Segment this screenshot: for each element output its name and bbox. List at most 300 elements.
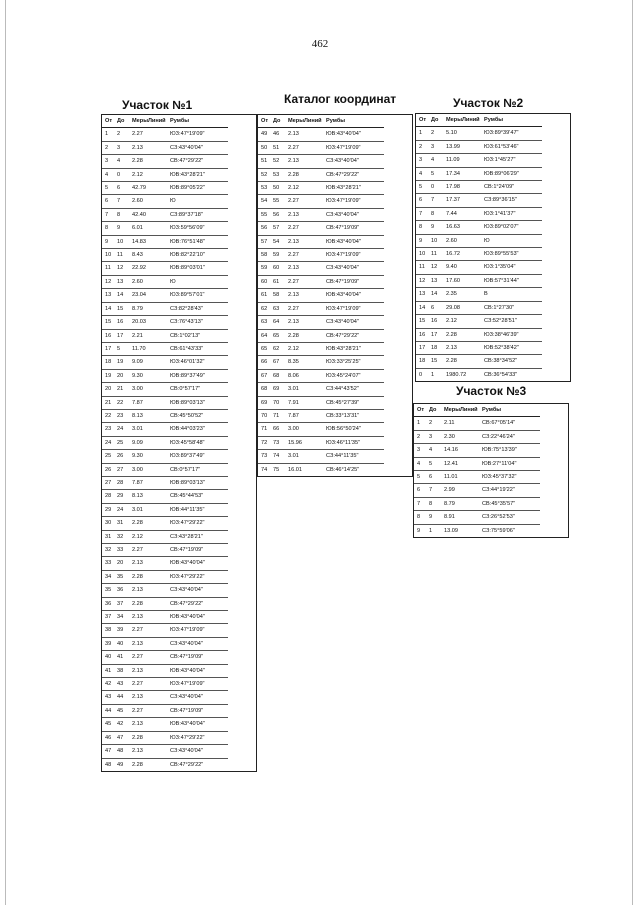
cell-length: 2.60 (446, 234, 484, 247)
plot1-table (102, 115, 228, 771)
cell-length: 3.00 (288, 423, 326, 436)
cell-to: 11 (431, 248, 446, 261)
cell-length: 2.28 (288, 168, 326, 181)
cell-length: 9.09 (132, 356, 170, 369)
table-row (258, 342, 384, 355)
table-row (102, 503, 228, 516)
cell-length: 3.00 (132, 463, 170, 476)
cell-from: 6 (416, 194, 431, 207)
cell-to: 23 (117, 409, 132, 422)
cell-to: 62 (273, 342, 288, 355)
cell-from: 27 (102, 476, 117, 489)
table-row (258, 463, 384, 476)
cell-to: 9 (431, 221, 446, 234)
table-row (102, 570, 228, 583)
cell-length: 8.43 (132, 249, 170, 262)
cell-length: 2.13 (288, 155, 326, 168)
cell-bearing: ЮЗ:89°37'49" (170, 450, 228, 463)
table-row (102, 356, 228, 369)
cell-to: 58 (273, 289, 288, 302)
cell-to: 48 (117, 745, 132, 758)
table-row (416, 234, 542, 247)
cell-bearing: Ю (170, 275, 228, 288)
plot1-continuation-block (257, 114, 413, 477)
cell-bearing: СВ:47°29'22" (170, 761, 204, 768)
cell-bearing: СВ:38°34'52" (484, 355, 542, 368)
cell-from: 14 (416, 301, 431, 314)
cell-to: 7 (117, 195, 132, 208)
cell-bearing: СЗ:76°43'13" (170, 316, 228, 329)
cell-length: 2.13 (288, 316, 326, 329)
table-row (102, 463, 228, 476)
table-row (416, 328, 542, 341)
cell-length: 2.21 (132, 329, 170, 342)
cell-bearing: ЮВ:27°11'04" (482, 457, 540, 470)
cell-to: 1 (431, 371, 435, 378)
cell-bearing: ЮВ:43°40'04" (170, 718, 228, 731)
cell-length: 2.28 (132, 761, 143, 768)
table-row (102, 409, 228, 422)
table-row (102, 436, 228, 449)
table-row (102, 758, 228, 771)
cell-bearing: СЗ:43°28'21" (170, 530, 228, 543)
cell-from: 54 (258, 195, 273, 208)
table-row (102, 490, 228, 503)
cell-from: 57 (258, 235, 273, 248)
plot2-table (416, 114, 542, 381)
cell-from: 9 (416, 234, 431, 247)
cell-to: 2 (431, 127, 446, 140)
cell-to: 7 (429, 484, 444, 497)
cell-from: 65 (258, 342, 273, 355)
cell-length: 16.63 (446, 221, 484, 234)
cell-bearing: ЮВ:43°28'21" (326, 342, 384, 355)
cell-from: 9 (417, 527, 421, 534)
cell-bearing: СВ:67°05'14" (482, 417, 540, 430)
cell-to: 59 (273, 249, 288, 262)
table-row (102, 396, 228, 409)
cell-to: 52 (273, 155, 288, 168)
cell-to: 0 (431, 181, 446, 194)
table-header-row (416, 114, 542, 127)
cell-length: 7.44 (446, 207, 484, 220)
cell-length: 2.27 (288, 222, 326, 235)
table-row (102, 624, 228, 637)
cell-bearing: ЮЗ:46°11'35" (326, 436, 384, 449)
cell-length: 15.96 (288, 436, 326, 449)
table-row (414, 497, 540, 510)
table-row (258, 329, 384, 342)
table-row (102, 141, 228, 154)
cell-to: 66 (273, 423, 288, 436)
plot1-table-head (102, 115, 228, 128)
column-header-from: От (102, 115, 117, 128)
table-row (258, 450, 384, 463)
cell-bearing: ЮЗ:89°39'47" (484, 127, 542, 140)
cell-from: 12 (416, 274, 431, 287)
table-header-row (414, 404, 540, 417)
table-row (258, 423, 384, 436)
cell-length: 2.12 (288, 342, 326, 355)
cell-from: 16 (416, 328, 431, 341)
cell-bearing: ЮВ:52°38'42" (484, 341, 542, 354)
table-row (102, 517, 228, 530)
cell-bearing: СЗ:43°40'04" (170, 691, 228, 704)
table-row (258, 128, 384, 141)
cell-bearing: СВ:45°35'57" (482, 497, 540, 510)
cell-bearing: ЮЗ:46°01'32" (170, 356, 228, 369)
cell-from: 70 (258, 409, 273, 422)
cell-to: 20 (117, 369, 132, 382)
plot1-table-body (102, 128, 228, 771)
cell-bearing: СВ:47°29'22" (170, 597, 228, 610)
cell-from: 4 (414, 457, 429, 470)
cell-to: 6 (117, 182, 132, 195)
cell-from: 2 (416, 140, 431, 153)
cell-to: 8 (117, 208, 132, 221)
cell-length: 8.13 (132, 490, 170, 503)
cell-bearing: ЮЗ:89°02'07" (484, 221, 542, 234)
cell-bearing: ЮВ:43°40'04" (170, 557, 228, 570)
column-header-to: До (273, 115, 288, 128)
cell-bearing: СВ:45°27'39" (326, 396, 384, 409)
cell-from: 64 (258, 329, 273, 342)
cell-from: 62 (258, 302, 273, 315)
table-row (102, 182, 228, 195)
cell-from: 22 (102, 409, 117, 422)
cell-from: 60 (258, 275, 273, 288)
cell-to: 46 (273, 128, 288, 141)
cell-bearing: ЮЗ:47°29'22" (170, 731, 228, 744)
cell-length: 42.40 (132, 208, 170, 221)
cell-from: 39 (102, 637, 117, 650)
cell-bearing: ЮВ:89°03'01" (170, 262, 228, 275)
cell-to: 33 (117, 544, 132, 557)
column-header-from: От (414, 404, 429, 417)
cell-length: 2.13 (288, 262, 326, 275)
plot1-continuation-head (258, 115, 384, 128)
cell-to: 13 (431, 274, 446, 287)
table-row (414, 524, 540, 537)
table-row (258, 222, 384, 235)
cell-bearing: СВ:1°27'30" (484, 301, 542, 314)
cell-from: 13 (416, 288, 431, 301)
cell-from: 63 (258, 316, 273, 329)
plot1-title: Участок №1 (122, 98, 193, 112)
cell-from: 55 (258, 208, 273, 221)
cell-bearing: СВ:45°50'52" (170, 409, 228, 422)
cell-length: 16.72 (446, 248, 484, 261)
cell-from: 4 (416, 167, 431, 180)
cell-from: 6 (102, 195, 117, 208)
cell-length: 2.12 (446, 315, 484, 328)
column-header-length: МерыЛиний (444, 404, 482, 417)
table-row (102, 235, 228, 248)
cell-from: 72 (258, 436, 273, 449)
cell-from: 8 (102, 222, 117, 235)
cell-length: 2.13 (288, 208, 326, 221)
cell-from: 3 (414, 444, 429, 457)
cell-to: 65 (273, 329, 288, 342)
cell-bearing: СЗ:43°40'04" (326, 208, 384, 221)
table-row (258, 396, 384, 409)
cell-length: 2.13 (288, 235, 326, 248)
right-scan-edge (632, 0, 633, 905)
column-header-length: МерыЛиний (288, 115, 326, 128)
cell-bearing: СЗ:43°40'04" (326, 155, 384, 168)
table-row (102, 383, 228, 396)
cell-from: 10 (416, 248, 431, 261)
cell-to: 4 (429, 444, 444, 457)
cell-from: 49 (258, 128, 273, 141)
cell-to: 53 (273, 168, 288, 181)
cell-from: 46 (102, 731, 117, 744)
cell-to: 4 (431, 154, 446, 167)
cell-bearing: СВ:36°54'33" (484, 371, 518, 378)
cell-to: 32 (117, 530, 132, 543)
cell-to: 16 (431, 315, 446, 328)
cell-bearing: ЮЗ:47°19'09" (326, 302, 384, 315)
cell-bearing: СВ:1°02'13" (170, 329, 228, 342)
cell-to: 18 (431, 341, 446, 354)
cell-from: 10 (102, 249, 117, 262)
cell-length: 14.16 (444, 444, 482, 457)
cell-to: 55 (273, 195, 288, 208)
cell-bearing: СВ:1°24'09" (484, 181, 542, 194)
cell-from: 1 (416, 127, 431, 140)
table-row (416, 167, 542, 180)
cell-bearing: ЮЗ:61°53'46" (484, 140, 542, 153)
cell-to: 5 (429, 457, 444, 470)
table-row (102, 289, 228, 302)
cell-length: 13.99 (446, 140, 484, 153)
cell-to: 61 (273, 275, 288, 288)
table-row (416, 194, 542, 207)
cell-bearing: СВ:47°29'22" (326, 168, 384, 181)
table-row (102, 597, 228, 610)
cell-bearing: СЗ:43°40'04" (170, 745, 228, 758)
left-scan-edge (5, 0, 6, 905)
cell-length: 2.12 (132, 530, 170, 543)
table-row (102, 691, 228, 704)
cell-from: 17 (102, 342, 117, 355)
cell-from: 6 (414, 484, 429, 497)
cell-from: 2 (414, 430, 429, 443)
table-row (414, 430, 540, 443)
table-row (416, 127, 542, 140)
cell-length: 2.27 (132, 704, 170, 717)
cell-bearing: ЮЗ:47°19'09" (326, 195, 384, 208)
plot3-table-head (414, 404, 540, 417)
cell-from: 42 (102, 678, 117, 691)
column-header-to: До (431, 114, 446, 127)
cell-bearing: ЮВ:76°51'48" (170, 235, 228, 248)
cell-to: 71 (273, 409, 288, 422)
cell-from: 24 (102, 436, 117, 449)
table-row (102, 745, 228, 758)
cell-from: 26 (102, 463, 117, 476)
table-row (414, 417, 540, 430)
cell-length: 11.70 (132, 342, 170, 355)
table-row (416, 355, 542, 368)
column-header-from: От (416, 114, 431, 127)
cell-from: 15 (416, 315, 431, 328)
cell-length: 13.09 (444, 527, 458, 534)
cell-to: 10 (117, 235, 132, 248)
table-row (102, 168, 228, 181)
cell-length: 1980.72 (446, 371, 467, 378)
cell-bearing: СВ:47°19'09" (170, 544, 228, 557)
cell-length: 23.04 (132, 289, 170, 302)
cell-length: 2.27 (288, 141, 326, 154)
cell-length: 2.13 (132, 557, 170, 570)
cell-length: 2.13 (446, 341, 484, 354)
cell-from: 0 (419, 371, 423, 378)
cell-from: 45 (102, 718, 117, 731)
cell-bearing: СВ:46°14'25" (326, 466, 360, 473)
table-row (102, 611, 228, 624)
table-row (102, 557, 228, 570)
cell-bearing: Ю (484, 234, 542, 247)
column-header-to: До (117, 115, 132, 128)
table-row (416, 301, 542, 314)
cell-length: 2.60 (132, 275, 170, 288)
table-row (102, 678, 228, 691)
cell-to: 74 (273, 450, 288, 463)
cell-length: 22.92 (132, 262, 170, 275)
table-row (102, 249, 228, 262)
cell-length: 2.13 (288, 128, 326, 141)
cell-bearing: СВ:47°29'22" (326, 329, 384, 342)
cell-to: 45 (117, 704, 132, 717)
cell-to: 31 (117, 517, 132, 530)
cell-bearing: ЮЗ:1°35'04" (484, 261, 542, 274)
cell-bearing: ЮЗ:89°57'01" (170, 289, 228, 302)
cell-from: 15 (102, 316, 117, 329)
table-row (102, 302, 228, 315)
cell-from: 25 (102, 450, 117, 463)
cell-from: 1 (102, 128, 117, 141)
cell-to: 67 (273, 356, 288, 369)
table-row (102, 651, 228, 664)
table-row (414, 484, 540, 497)
cell-to: 50 (273, 182, 288, 195)
cell-to: 3 (431, 140, 446, 153)
cell-from: 17 (416, 341, 431, 354)
cell-from: 41 (102, 664, 117, 677)
cell-length: 17.98 (446, 181, 484, 194)
cell-bearing: ЮВ:43°40'04" (170, 611, 228, 624)
cell-bearing: ЮВ:82°22'10" (170, 249, 228, 262)
cell-to: 21 (117, 383, 132, 396)
cell-from: 21 (102, 396, 117, 409)
cell-to: 1 (429, 527, 433, 534)
cell-length: 2.27 (132, 544, 170, 557)
table-row (258, 275, 384, 288)
cell-from: 29 (102, 503, 117, 516)
cell-length: 7.91 (288, 396, 326, 409)
cell-from: 36 (102, 597, 117, 610)
cell-to: 12 (117, 262, 132, 275)
table-row (102, 316, 228, 329)
column-header-to: До (429, 404, 444, 417)
cell-length: 2.12 (132, 168, 170, 181)
cell-bearing: ЮЗ:1°41'37" (484, 207, 542, 220)
cell-bearing: В (484, 288, 542, 301)
cell-bearing: ЮЗ:89°55'53" (484, 248, 542, 261)
cell-bearing: ЮЗ:45°24'07" (326, 369, 384, 382)
cell-from: 53 (258, 182, 273, 195)
cell-to: 15 (117, 302, 132, 315)
catalog-title: Каталог координат (284, 92, 397, 106)
cell-length: 2.28 (132, 155, 170, 168)
cell-from: 12 (102, 275, 117, 288)
cell-to: 15 (431, 355, 446, 368)
cell-length: 29.08 (446, 301, 484, 314)
cell-length: 2.27 (288, 302, 326, 315)
cell-bearing: ЮЗ:47°19'09" (326, 141, 384, 154)
cell-length: 3.01 (132, 503, 170, 516)
cell-to: 24 (117, 503, 132, 516)
cell-bearing: ЮВ:44°03'23" (170, 423, 228, 436)
table-row (258, 302, 384, 315)
column-header-from: От (258, 115, 273, 128)
cell-bearing: ЮЗ:47°19'09" (170, 128, 228, 141)
column-header-length: МерыЛиний (446, 114, 484, 127)
cell-to: 44 (117, 691, 132, 704)
plot1-table-block (101, 114, 257, 772)
cell-bearing: ЮВ:43°28'21" (170, 168, 228, 181)
table-row (102, 704, 228, 717)
cell-from: 16 (102, 329, 117, 342)
cell-to: 47 (117, 731, 132, 744)
table-row (258, 208, 384, 221)
table-row (258, 168, 384, 181)
cell-to: 19 (117, 356, 132, 369)
table-row (102, 275, 228, 288)
cell-bearing: СВ:47°19'09" (326, 275, 384, 288)
column-header-bearing: Румбы (482, 404, 540, 417)
cell-bearing: ЮВ:89°03'13" (170, 476, 228, 489)
cell-to: 73 (273, 436, 288, 449)
cell-bearing: СЗ:26°52'53" (482, 511, 540, 524)
cell-from: 69 (258, 396, 273, 409)
cell-to: 17 (117, 329, 132, 342)
cell-length: 12.41 (444, 457, 482, 470)
plot3-title: Участок №3 (456, 384, 527, 398)
cell-length: 2.28 (132, 597, 170, 610)
cell-length: 2.27 (132, 624, 170, 637)
cell-bearing: СЗ:75°59'06" (482, 527, 515, 534)
cell-length: 42.79 (132, 182, 170, 195)
cell-from: 61 (258, 289, 273, 302)
cell-to: 9 (117, 222, 132, 235)
column-header-bearing: Румбы (484, 114, 542, 127)
cell-to: 3 (429, 430, 444, 443)
cell-length: 2.27 (132, 128, 170, 141)
cell-from: 7 (414, 497, 429, 510)
cell-length: 2.13 (132, 745, 170, 758)
cell-length: 8.13 (132, 409, 170, 422)
cell-length: 9.40 (446, 261, 484, 274)
table-row (102, 450, 228, 463)
cell-length: 9.09 (132, 436, 170, 449)
cell-to: 14 (117, 289, 132, 302)
table-row (258, 249, 384, 262)
table-row (416, 248, 542, 261)
cell-length: 9.30 (132, 450, 170, 463)
cell-bearing: ЮВ:43°40'04" (326, 289, 384, 302)
